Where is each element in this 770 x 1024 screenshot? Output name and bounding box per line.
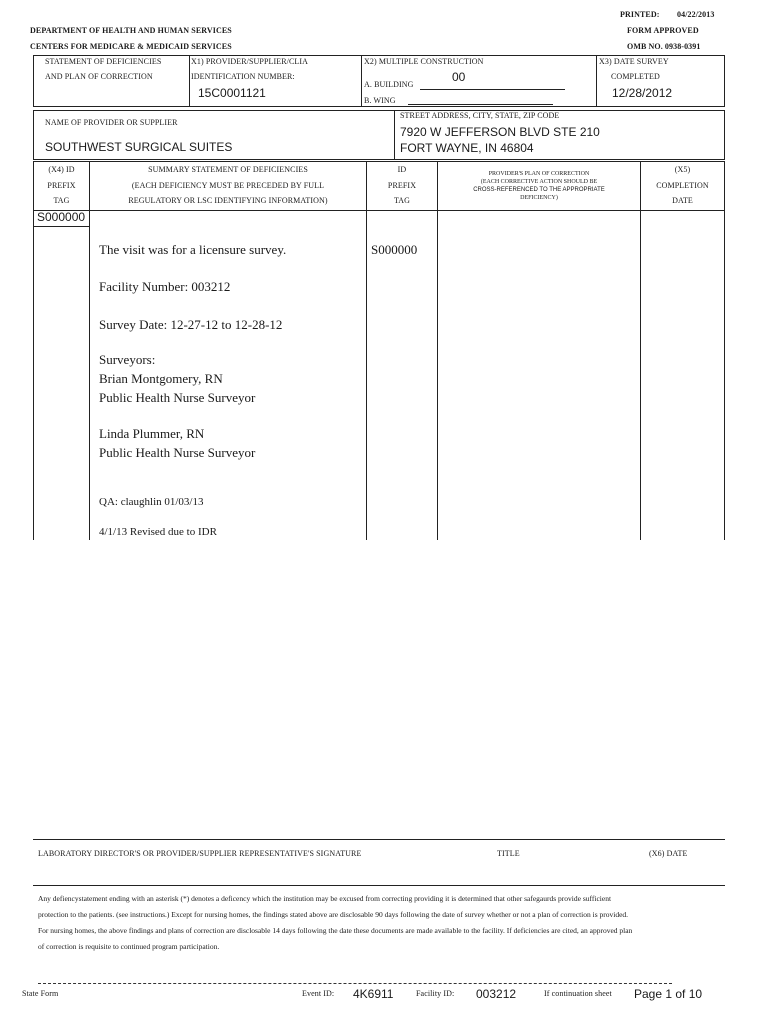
surveyor-2-title: Public Health Nurse Surveyor — [99, 445, 256, 460]
address-label: STREET ADDRESS, CITY, STATE, ZIP CODE — [400, 111, 560, 120]
x5-label-3: DATE — [672, 196, 693, 205]
plan-prefix-tag: S000000 — [371, 242, 418, 257]
omb-number: OMB NO. 0938-0391 — [627, 42, 701, 51]
surveyor-2-name: Linda Plummer, RN — [99, 426, 205, 441]
id-label-1: ID — [397, 165, 407, 174]
summary-label-2: (EACH DEFICIENCY MUST BE PRECEDED BY FULL — [131, 181, 325, 190]
deficiency-text-surveyors: Surveyors: — [99, 352, 156, 367]
building-label: A. BUILDING — [364, 80, 414, 89]
form-approved: FORM APPROVED — [627, 26, 699, 35]
wing-label: B. WING — [364, 96, 396, 105]
title-label: TITLE — [497, 849, 520, 858]
x6-date-label: (X6) DATE — [649, 849, 688, 858]
surveyor-1-name: Brian Montgomery, RN — [99, 371, 223, 386]
director-signature-label: LABORATORY DIRECTOR'S OR PROVIDER/SUPPLIER REPRESENTATIVE'S SIGNATURE — [38, 849, 362, 858]
event-id-value: 4K6911 — [353, 987, 394, 1001]
address-line-1: 7920 W JEFFERSON BLVD STE 210 — [400, 125, 600, 139]
x2-label: X2) MULTIPLE CONSTRUCTION — [364, 57, 484, 66]
summary-label-1: SUMMARY STATEMENT OF DEFICIENCIES — [148, 165, 308, 174]
event-id-label: Event ID: — [302, 989, 335, 998]
x3-label-2: COMPLETED — [611, 72, 660, 81]
continuation-label: If continuation sheet — [544, 989, 612, 998]
x4-label-2: PREFIX — [47, 181, 76, 190]
statement-label-2: AND PLAN OF CORRECTION — [45, 72, 153, 81]
x4-label-3: TAG — [53, 196, 70, 205]
facility-id-value: 003212 — [476, 987, 517, 1001]
id-label-3: TAG — [393, 196, 411, 205]
summary-label-3: REGULATORY OR LSC IDENTIFYING INFORMATION) — [128, 196, 328, 205]
disclaimer-text: Any defiencystatement ending with an asterisk (*) denotes a deficency which the institution may be excused from correcting providing it is determined that other safegaurds provide sufficient protection to the patients. (see instructions.) Except for nursing homes, the findings stated above are disclosable 90 days following the date of survey whether or not a plan of correction is provided. For nursing homes, the above findings and plans of correction are disclosable 14 days following the date these documents are made available to the facility. If deficiencies are cited, an approved plan of correction is requisite to continued program participation. — [38, 894, 633, 951]
centers-title: CENTERS FOR MEDICARE & MEDICAID SERVICES — [30, 42, 232, 51]
department-title: DEPARTMENT OF HEALTH AND HUMAN SERVICES — [30, 26, 232, 35]
building-value: 00 — [452, 70, 466, 84]
x1-label-2: IDENTIFICATION NUMBER: — [191, 72, 295, 81]
x5-label-1: (X5) — [674, 165, 691, 174]
printed-date: 04/22/2013 — [677, 10, 715, 19]
deficiency-text-survey-date: Survey Date: 12-27-12 to 12-28-12 — [99, 317, 283, 332]
deficiency-text-facility: Facility Number: 003212 — [99, 279, 231, 294]
deficiency-text-visit: The visit was for a licensure survey. — [99, 242, 287, 257]
statement-label-1: STATEMENT OF DEFICIENCIES — [45, 57, 162, 66]
plan-label-4: DEFICIENCY) — [520, 195, 558, 201]
qa-line: QA: claughlin 01/03/13 — [99, 496, 204, 508]
x3-label-1: X3) DATE SURVEY — [599, 57, 669, 66]
surveyor-1-title: Public Health Nurse Surveyor — [99, 390, 256, 405]
prefix-tag: S000000 — [37, 210, 86, 224]
id-label-2: PREFIX — [387, 181, 417, 190]
x4-label-1: (X4) ID — [48, 165, 75, 174]
facility-id-label: Facility ID: — [416, 989, 455, 998]
plan-label-2: (EACH CORRECTIVE ACTION SHOULD BE — [480, 179, 598, 185]
provider-name-label: NAME OF PROVIDER OR SUPPLIER — [45, 118, 178, 127]
address-line-2: FORT WAYNE, IN 46804 — [400, 141, 534, 155]
revised-line: 4/1/13 Revised due to IDR — [99, 526, 217, 538]
state-form-label: State Form — [22, 989, 59, 998]
x1-label-1: X1) PROVIDER/SUPPLIER/CLIA — [191, 57, 309, 66]
printed-label: PRINTED: — [620, 10, 660, 19]
provider-name: SOUTHWEST SURGICAL SUITES — [45, 140, 233, 154]
page-number: Page 1 of 10 — [634, 987, 703, 1001]
clia-number: 15C0001121 — [198, 86, 266, 100]
plan-label-1: PROVIDER'S PLAN OF CORRECTION — [488, 171, 590, 177]
plan-label-3: CROSS-REFERENCED TO THE APPROPRIATE — [473, 187, 605, 193]
survey-completed-date: 12/28/2012 — [612, 86, 673, 100]
x5-label-2: COMPLETION — [656, 181, 709, 190]
